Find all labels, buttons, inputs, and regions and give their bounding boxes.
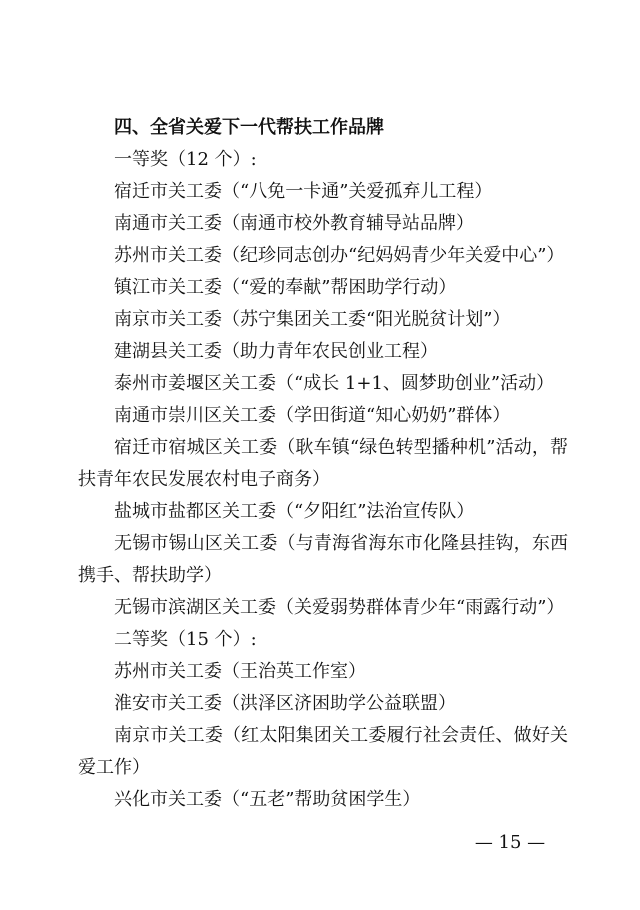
list-item: 宿迁市关工委（“八免一卡通”关爱孤弃儿工程）: [114, 181, 493, 202]
list-item: 苏州市关工委（王治英工作室）: [114, 661, 366, 682]
second-prize-label: 二等奖（15 个）:: [114, 629, 257, 650]
list-item: 南通市崇川区关工委（学田街道“知心奶奶”群体）: [114, 405, 511, 426]
list-item: 无锡市锡山区关工委（与青海省海东市化隆县挂钩，东西携手、帮扶助学）: [78, 533, 568, 586]
document-body: [78, 112, 568, 816]
list-item: 淮安市关工委（洪泽区济困助学公益联盟）: [114, 693, 456, 714]
list-item: 兴化市关工委（“五老”帮助贫困学生）: [114, 789, 421, 810]
second-prize-list: [78, 656, 568, 816]
list-item: 镇江市关工委（“爱的奉献”帮困助学行动）: [114, 277, 457, 298]
first-prize-list: [78, 176, 568, 624]
list-item: 建湖县关工委（助力青年农民创业工程）: [114, 341, 438, 362]
list-item: 苏州市关工委（纪珍同志创办“纪妈妈青少年关爱中心”）: [114, 245, 565, 266]
list-item: 南京市关工委（苏宁集团关工委“阳光脱贫计划”）: [114, 309, 511, 330]
list-item: 无锡市滨湖区关工委（关爱弱势群体青少年“雨露行动”）: [114, 597, 565, 618]
section-heading: 四、全省关爱下一代帮扶工作品牌: [114, 117, 384, 138]
list-item: 宿迁市宿城区关工委（耿车镇“绿色转型播种机”活动，帮扶青年农民发展农村电子商务）: [78, 437, 568, 490]
page-number: — 15 —: [474, 832, 546, 853]
list-item: 泰州市姜堰区关工委（“成长 1+1、圆梦助创业”活动）: [114, 373, 555, 394]
list-item: 南通市关工委（南通市校外教育辅导站品牌）: [114, 213, 474, 234]
list-item: 盐城市盐都区关工委（“夕阳红”法治宣传队）: [114, 501, 475, 522]
first-prize-label: 一等奖（12 个）:: [114, 149, 257, 170]
list-item: 南京市关工委（红太阳集团关工委履行社会责任、做好关爱工作）: [78, 725, 568, 778]
